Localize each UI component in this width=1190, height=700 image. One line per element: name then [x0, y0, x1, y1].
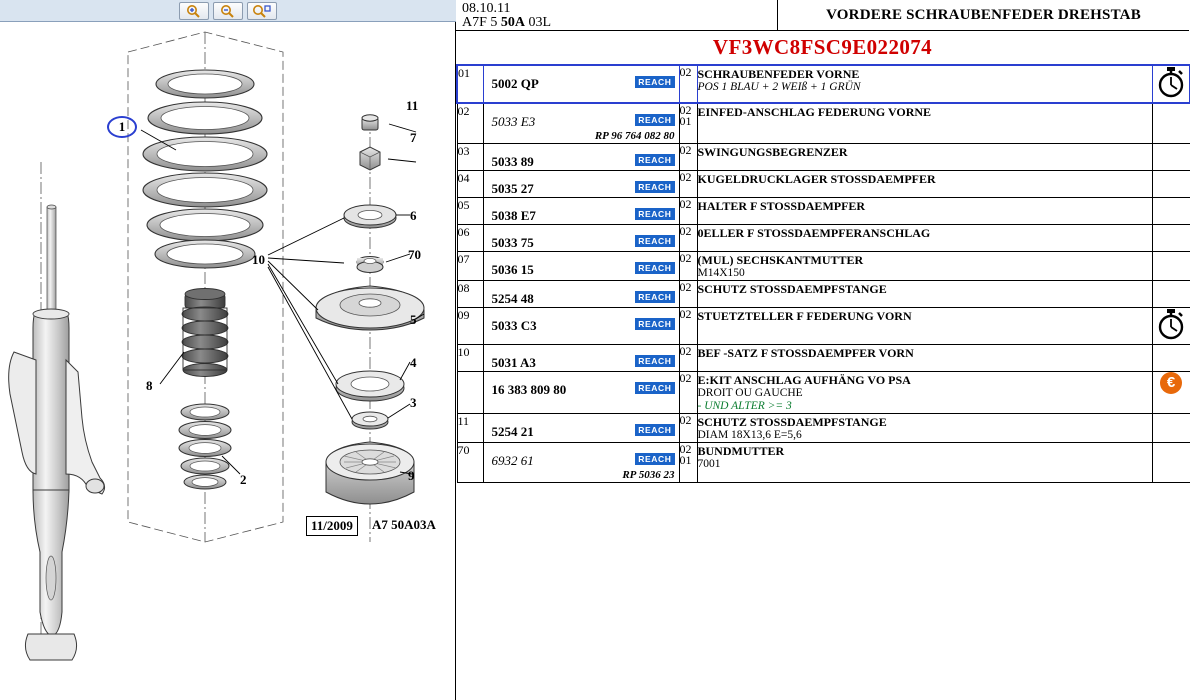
icon-cell-empty [1152, 345, 1190, 372]
row-reference-cell [483, 198, 679, 225]
table-row[interactable] [457, 103, 1190, 144]
zoom-in-button[interactable] [179, 2, 209, 20]
description-title: HALTER F STOSSDAEMPFER [697, 199, 866, 213]
description-note: - UND ALTER >= 3 [697, 400, 792, 412]
reach-badge: REACH [635, 154, 674, 166]
svg-text:70: 70 [408, 247, 421, 262]
row-reference-cell [483, 171, 679, 198]
zoom-out-button[interactable] [213, 2, 243, 20]
row-index [457, 372, 483, 414]
row-index: 04 [457, 171, 483, 198]
vin-row [456, 31, 1189, 64]
icon-cell-empty [1152, 252, 1190, 281]
description-note: DROIT OU GAUCHE [697, 387, 803, 399]
part-number[interactable]: 16 383 809 80 [491, 382, 567, 397]
description-cell [697, 65, 1152, 103]
table-row[interactable] [457, 144, 1190, 171]
code-prefix: A7F 5 [462, 15, 501, 30]
row-index: 10 [457, 345, 483, 372]
description-cell [697, 372, 1152, 414]
quantity-value: 02 [679, 65, 692, 79]
quantity-cell [679, 144, 697, 171]
table-row[interactable] [457, 345, 1190, 372]
quantity-cell [679, 281, 697, 308]
quantity-cell [679, 103, 697, 144]
table-row[interactable] [457, 198, 1190, 225]
table-row[interactable] [457, 171, 1190, 198]
quantity-value: 01 [679, 114, 692, 128]
exploded-view-drawing [0, 22, 456, 700]
part-number[interactable]: 5035 27 [491, 181, 534, 196]
description-cell [697, 443, 1152, 483]
stopwatch-icon[interactable] [1152, 308, 1190, 345]
quantity-value: 02 [679, 280, 692, 294]
quantity-cell [679, 225, 697, 252]
part-number[interactable]: 5033 89 [491, 154, 534, 169]
svg-text:6: 6 [410, 208, 417, 223]
stopwatch-icon[interactable] [1156, 308, 1186, 344]
description-title: SCHUTZ STOSSDAEMPFSTANGE [697, 415, 887, 429]
reach-badge: REACH [635, 114, 674, 126]
description-cell [697, 281, 1152, 308]
svg-text:5: 5 [410, 312, 417, 327]
quantity-value: 02 [679, 170, 692, 184]
reach-badge: REACH [635, 382, 674, 394]
quantity-value: 02 [679, 307, 692, 321]
row-index: 05 [457, 198, 483, 225]
table-row[interactable] [457, 443, 1190, 483]
parts-table-body [457, 65, 1190, 483]
description-title: SCHRAUBENFEDER VORNE [697, 67, 860, 81]
reach-badge: REACH [635, 76, 674, 88]
table-row[interactable] [457, 281, 1190, 308]
reach-badge: REACH [635, 291, 674, 303]
description-cell [697, 103, 1152, 144]
stopwatch-icon[interactable] [1156, 66, 1186, 102]
diagram-panel [0, 0, 456, 700]
reach-badge: REACH [635, 318, 674, 330]
zoom-toolbar [0, 0, 456, 22]
row-reference-cell [483, 65, 679, 103]
row-reference-cell [483, 308, 679, 345]
description-cell [697, 171, 1152, 198]
part-number[interactable]: 5033 E3 [491, 114, 536, 129]
icon-cell-empty [1152, 171, 1190, 198]
quantity-cell [679, 171, 697, 198]
quantity-cell [679, 308, 697, 345]
icon-cell-empty [1152, 443, 1190, 483]
zoom-fit-button[interactable] [247, 2, 277, 20]
reach-badge: REACH [635, 355, 674, 367]
header-date: 08.10.11 [462, 1, 511, 16]
table-row[interactable] [457, 65, 1190, 103]
row-reference-cell [483, 103, 679, 144]
description-title: E:KIT ANSCHLAG AUFHÄNG VO PSA [697, 373, 911, 387]
description-cell [697, 414, 1152, 443]
part-number[interactable]: 5002 QP [491, 76, 539, 91]
row-index: 09 [457, 308, 483, 345]
row-reference-cell [483, 281, 679, 308]
e-badge-icon[interactable] [1152, 372, 1190, 414]
row-index: 03 [457, 144, 483, 171]
row-index: 01 [457, 65, 483, 103]
description-cell [697, 144, 1152, 171]
reach-badge: REACH [635, 424, 674, 436]
quantity-cell [679, 198, 697, 225]
icon-cell-empty [1152, 225, 1190, 252]
quantity-cell [679, 443, 697, 483]
table-row[interactable] [457, 308, 1190, 345]
quantity-value: 02 [679, 344, 692, 358]
svg-text:9: 9 [408, 468, 415, 483]
description-note: POS 1 BLAU + 2 WEIß + 1 GRÜN [697, 81, 861, 93]
svg-text:7: 7 [410, 130, 417, 145]
quantity-value: 02 [679, 442, 692, 456]
stopwatch-icon[interactable] [1152, 65, 1190, 103]
description-title: BEF -SATZ F STOSSDAEMPFER VORN [697, 346, 914, 360]
row-index: 06 [457, 225, 483, 252]
quantity-value: 02 [679, 143, 692, 157]
parts-panel [456, 0, 1189, 700]
code-bold: 50A [500, 15, 526, 30]
part-number[interactable]: 6932 61 [491, 453, 534, 468]
description-title: (MUL) SECHSKANTMUTTER [697, 253, 864, 267]
description-title: STUETZTELLER F FEDERUNG VORN [697, 309, 912, 323]
quantity-cell [679, 345, 697, 372]
row-reference-cell [483, 345, 679, 372]
table-row[interactable] [457, 414, 1190, 443]
reach-badge: REACH [635, 235, 674, 247]
table-row[interactable] [457, 252, 1190, 281]
row-index: 07 [457, 252, 483, 281]
description-title: BUNDMUTTER [697, 444, 785, 458]
description-note: DIAM 18X13,6 E=5,6 [697, 429, 802, 441]
quantity-value: 02 [679, 103, 692, 117]
quantity-value: 02 [679, 413, 692, 427]
row-reference-cell [483, 443, 679, 483]
diagram-date-label: A7 50A03A [372, 517, 436, 532]
part-number[interactable]: 5254 21 [491, 424, 534, 439]
description-note: M14X150 [697, 267, 745, 279]
icon-cell-empty [1152, 414, 1190, 443]
diagram-date-box: 11/2009 [306, 516, 358, 536]
svg-text:4: 4 [410, 355, 417, 370]
row-reference-cell [483, 414, 679, 443]
quantity-cell [679, 252, 697, 281]
description-cell [697, 198, 1152, 225]
row-index: 11 [457, 414, 483, 443]
header-left [456, 0, 778, 30]
icon-cell-empty [1152, 144, 1190, 171]
table-row[interactable] [457, 225, 1190, 252]
part-number[interactable]: 5033 C3 [491, 318, 537, 333]
row-index: 70 [457, 443, 483, 483]
part-number[interactable]: 5031 A3 [491, 355, 536, 370]
svg-text:2: 2 [240, 472, 247, 487]
description-title: EINFED-ANSCHLAG FEDERUNG VORNE [697, 105, 932, 119]
description-note: 7001 [697, 458, 721, 470]
code-suffix: 03L [525, 15, 552, 30]
row-reference-cell [483, 225, 679, 252]
quantity-value: 02 [679, 224, 692, 238]
svg-text:8: 8 [146, 378, 153, 393]
description-cell [697, 252, 1152, 281]
quantity-value: 01 [679, 453, 692, 467]
svg-text:11: 11 [406, 98, 419, 113]
quantity-value: 02 [679, 197, 692, 211]
quantity-cell [679, 372, 697, 414]
part-number[interactable]: 5036 15 [491, 262, 534, 277]
quantity-cell [679, 414, 697, 443]
header-code [462, 16, 771, 30]
icon-cell-empty [1152, 198, 1190, 225]
quantity-value: 02 [679, 371, 692, 385]
description-cell [697, 345, 1152, 372]
description-cell [697, 308, 1152, 345]
description-title: SWINGUNGSBEGRENZER [697, 145, 848, 159]
e-badge-icon[interactable]: € [1160, 372, 1182, 394]
description-cell [697, 225, 1152, 252]
replacement-reference: RP 5036 23 [622, 469, 675, 481]
row-index: 02 [457, 103, 483, 144]
part-number[interactable]: 5033 75 [491, 235, 534, 250]
icon-cell-empty [1152, 281, 1190, 308]
row-reference-cell [483, 372, 679, 414]
quantity-cell [679, 65, 697, 103]
vin-number: VF3WC8FSC9E022074 [712, 34, 933, 59]
reach-badge: REACH [635, 453, 674, 465]
callout-1-highlighted[interactable]: 1 [107, 116, 137, 138]
svg-text:10: 10 [252, 252, 265, 267]
description-title: KUGELDRUCKLAGER STOSSDAEMPFER [697, 172, 936, 186]
part-number[interactable]: 5254 48 [491, 291, 534, 306]
svg-text:3: 3 [410, 395, 417, 410]
row-reference-cell [483, 252, 679, 281]
table-row[interactable] [457, 372, 1190, 414]
parts-table [456, 64, 1190, 483]
panel-header [456, 0, 1189, 31]
reach-badge: REACH [635, 208, 674, 220]
part-number[interactable]: 5038 E7 [491, 208, 536, 223]
icon-cell-empty [1152, 103, 1190, 144]
description-title: 0ELLER F STOSSDAEMPFERANSCHLAG [697, 226, 931, 240]
header-title: VORDERE SCHRAUBENFEDER DREHSTAB [826, 6, 1141, 23]
replacement-reference: RP 96 764 082 80 [594, 130, 675, 142]
reach-badge: REACH [635, 181, 674, 193]
quantity-value: 02 [679, 251, 692, 265]
row-reference-cell [483, 144, 679, 171]
reach-badge: REACH [635, 262, 674, 274]
description-title: SCHUTZ STOSSDAEMPFSTANGE [697, 282, 887, 296]
row-index: 08 [457, 281, 483, 308]
